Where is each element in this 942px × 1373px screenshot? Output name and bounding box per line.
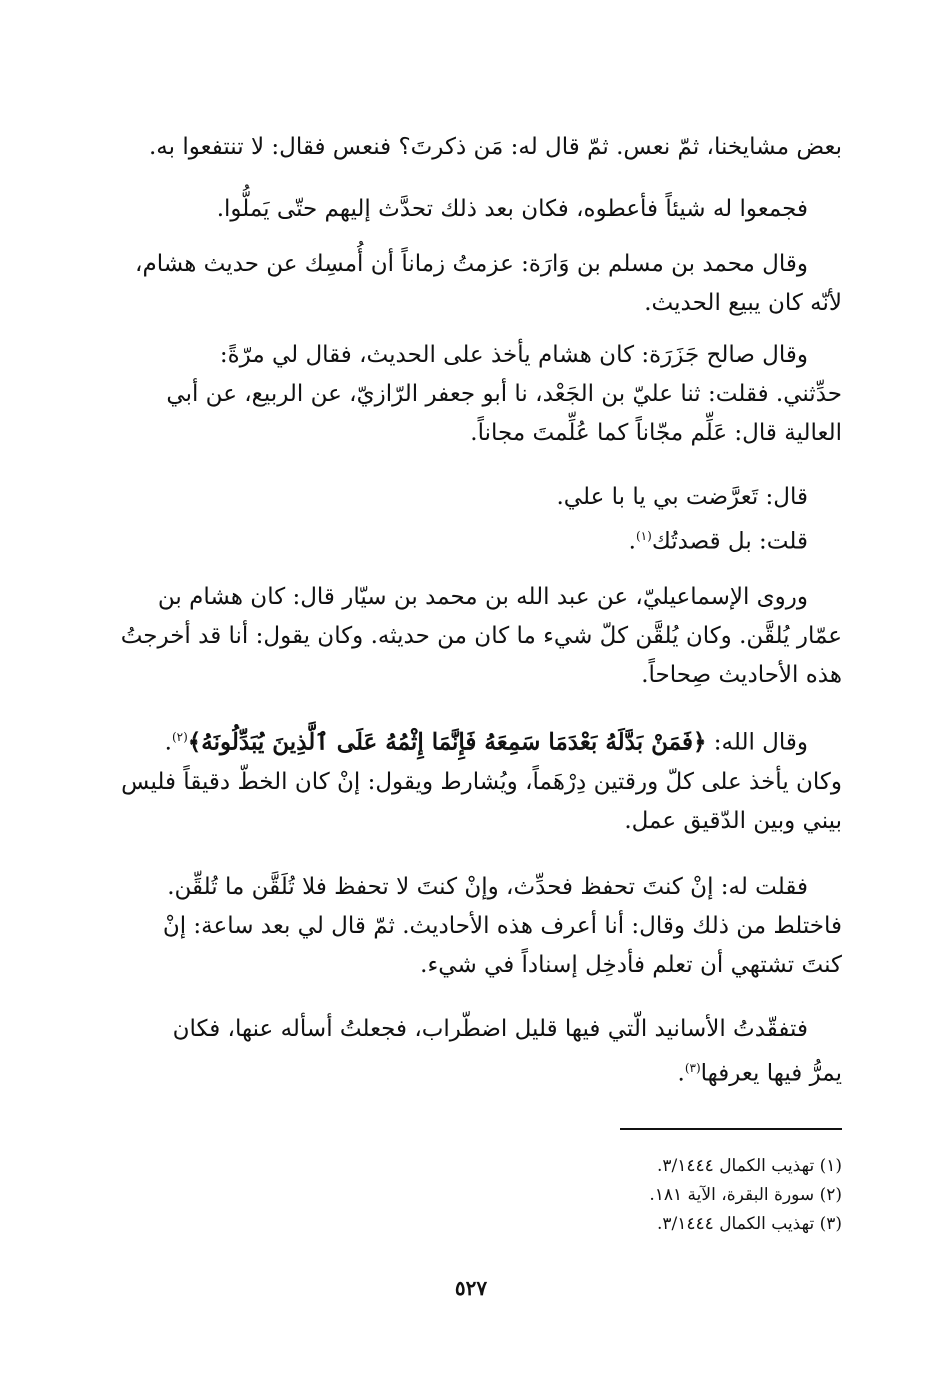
paragraph-2 xyxy=(130,190,842,229)
text-line: وقال محمد بن مسلم بن وَارَة: عزمتُ زماناً أن أُمسِك عن حديث هشام، xyxy=(135,251,808,277)
footnote-3: (٣) تهذيب الكمال ٣/١٤٤٤. xyxy=(657,1214,842,1234)
text-line: يمرُّ فيها يعرفها$^{(٣)}$. xyxy=(677,1060,842,1087)
text-line: فاختلط من ذلك وقال: أنا أعرف هذه الأحاديث. ثمّ قال لي بعد ساعة: إنْ xyxy=(162,913,842,939)
text-line: لأنّه كان يبيع الحديث. xyxy=(644,290,842,316)
text-line: بعض مشايخنا، ثمّ نعس. ثمّ قال له: مَن ذكرتَ؟ فنعس فقال: لا تنتفعوا به. xyxy=(149,134,842,160)
text-line: بيني وبين الدّقيق عمل. xyxy=(624,807,842,834)
text-line: فتفقّدتُ الأسانيد الّتي فيها قليل اضطّراب، فجعلتُ أسأله عنها، فكان xyxy=(172,1016,808,1042)
footnote-1: (١) تهذيب الكمال ٣/١٤٤٤. xyxy=(657,1156,842,1176)
footnote-marker-1[interactable]: (١) xyxy=(635,529,652,543)
paragraph-9 xyxy=(130,1010,842,1094)
footnote-marker-2[interactable]: (٢) xyxy=(171,730,188,744)
footnote-marker-3[interactable]: (٣) xyxy=(684,1061,701,1075)
text-line: قال: تَعرَّضت بي يا با علي. xyxy=(556,484,808,510)
footnote-divider xyxy=(620,1128,842,1130)
line-text: وقال الله: xyxy=(713,729,808,756)
paragraph-8 xyxy=(130,868,842,985)
paragraph-4 xyxy=(130,336,842,453)
footnotes xyxy=(500,1152,842,1239)
paragraph-7 xyxy=(121,718,842,841)
text-line: وروى الإسماعيليّ، عن عبد الله بن محمد بن سيّار قال: كان هشام بن xyxy=(157,584,808,610)
footnote-2: (٢) سورة البقرة، الآية ١٨١. xyxy=(649,1185,842,1205)
paragraph-3 xyxy=(130,245,842,323)
text-line: قلت: بل قصدتُك$^{(١)}$. xyxy=(628,528,808,555)
paragraph-1 xyxy=(130,128,842,167)
page-number: ٥٢٧ xyxy=(454,1276,488,1300)
text-line: العالية قال: عَلِّم مجّاناً كما عُلِّمتَ مجاناً. xyxy=(470,420,842,446)
text-line: كنتَ تشتهي أن تعلم فأدخِل إسناداً في شيء. xyxy=(420,952,842,978)
text-line: فجمعوا له شيئاً فأعطوه، فكان بعد ذلك تحدَّث إليهم حتّى يَملُّوا. xyxy=(216,196,808,222)
text-line: وكان يأخذ على كلّ ورقتين دِرْهَماً، ويُشارط ويقول: إنْ كان الخطّ دقيقاً فليس xyxy=(121,768,842,795)
paragraph-6 xyxy=(120,578,842,695)
quran-verse: ﴿فَمَنْ بَدَّلَهُ بَعْدَمَا سَمِعَهُ فَإِنَّمَا إِثْمُهُ عَلَى ٱلَّذِينَ يُبَدِّلُونَهُ﴾ xyxy=(187,728,707,756)
text-line: هذه الأحاديث صِحاحاً. xyxy=(641,662,842,688)
line-text: يمرُّ فيها يعرفها xyxy=(700,1060,842,1087)
line-text: قلت: بل قصدتُك xyxy=(651,528,808,555)
paragraph-5 xyxy=(130,478,842,562)
text-line: حدِّثني. فقلت: ثنا عليّ بن الجَعْد، نا أبو جعفر الرّازيّ، عن الربيع، عن أبي xyxy=(166,381,842,407)
text-line: فقلت له: إنْ كنتَ تحفظ فحدِّث، وإنْ كنتَ لا تحفظ فلا تُلَقَّن ما تُلقِّن. xyxy=(167,874,808,900)
text-line: وقال الله: ﴿فَمَنْ بَدَّلَهُ بَعْدَمَا سَمِعَهُ فَإِنَّمَا إِثْمُهُ عَلَى ٱلَّذِينَ يُبَدِّلُونَهُ﴾$^{(٢)}$. xyxy=(164,728,808,756)
text-line: وقال صالح جَزَرَة: كان هشام يأخذ على الحديث، فقال لي مرّةً: xyxy=(219,342,808,368)
text-line: عمّار يُلقَّن. وكان يُلقَّن كلّ شيء ما كان من حديثه. وكان يقول: أنا قد أخرجتُ xyxy=(120,623,842,649)
